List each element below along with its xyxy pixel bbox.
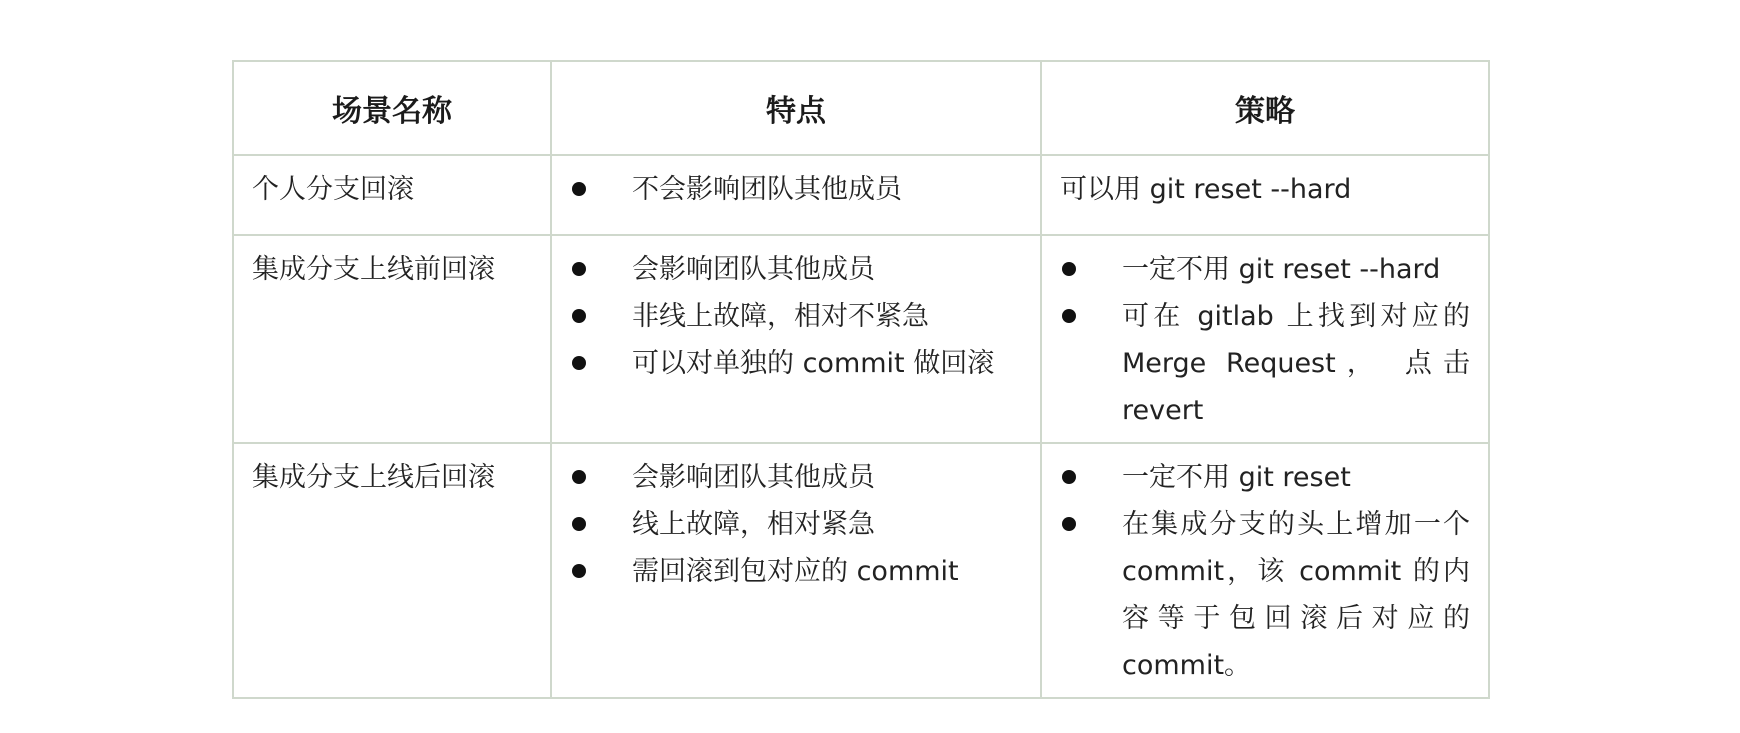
strategy-list [1060,454,1470,689]
features-cell [551,235,1041,443]
table-row [233,235,1489,443]
strategy-cell [1041,155,1489,235]
bullet-icon [572,309,586,323]
header-strategy: 策略 [1041,61,1489,155]
scenario-name: 集成分支上线后回滚 [252,462,495,493]
scenario-name: 集成分支上线前回滚 [252,254,495,285]
features-list [570,454,1022,595]
features-list [570,246,1022,387]
scenario-cell [233,155,551,235]
strategy-item-text: 可在 gitlab 上找到对应的 Merge Request， 点击 revert [1122,301,1470,426]
feature-text: 线上故障，相对紧急 [632,509,875,540]
header-scenario: 场景名称 [233,61,551,155]
rollback-strategy-table [232,60,1490,699]
table-row [233,443,1489,698]
list-item [1060,293,1470,434]
bullet-icon [572,517,586,531]
bullet-icon [572,182,586,196]
header-features: 特点 [551,61,1041,155]
feature-text: 不会影响团队其他成员 [632,174,902,205]
strategy-cell [1041,235,1489,443]
bullet-icon [1062,309,1076,323]
list-item [570,166,1022,213]
list-item [570,246,1022,293]
list-item [1060,246,1470,293]
feature-text: 非线上故障，相对不紧急 [632,301,929,332]
strategy-list [1060,246,1470,434]
features-cell [551,155,1041,235]
bullet-icon [1062,262,1076,276]
strategy-item-text: 一定不用 git reset [1122,462,1351,493]
table-header-row [233,61,1489,155]
feature-text: 会影响团队其他成员 [632,254,875,285]
bullet-icon [572,356,586,370]
feature-text: 会影响团队其他成员 [632,462,875,493]
strategy-item-text: 在集成分支的头上增加一个 commit，该 commit 的内容等于包回滚后对应的 commit。 [1122,509,1470,681]
list-item [570,501,1022,548]
feature-text: 可以对单独的 commit 做回滚 [632,348,995,379]
scenario-cell [233,235,551,443]
list-item [570,293,1022,340]
features-list [570,166,1022,213]
list-item [1060,454,1470,501]
bullet-icon [572,262,586,276]
scenario-cell [233,443,551,698]
table-row [233,155,1489,235]
strategy-cell [1041,443,1489,698]
scenario-name: 个人分支回滚 [252,174,414,205]
list-item [1060,501,1470,689]
rollback-strategy-table-container [232,60,1488,699]
feature-text: 需回滚到包对应的 commit [632,556,959,587]
features-cell [551,443,1041,698]
list-item [570,340,1022,387]
strategy-item-text: 一定不用 git reset --hard [1122,254,1441,285]
list-item [570,548,1022,595]
strategy-text: 可以用 git reset --hard [1060,174,1352,205]
bullet-icon [572,470,586,484]
bullet-icon [572,564,586,578]
bullet-icon [1062,517,1076,531]
bullet-icon [1062,470,1076,484]
list-item [570,454,1022,501]
